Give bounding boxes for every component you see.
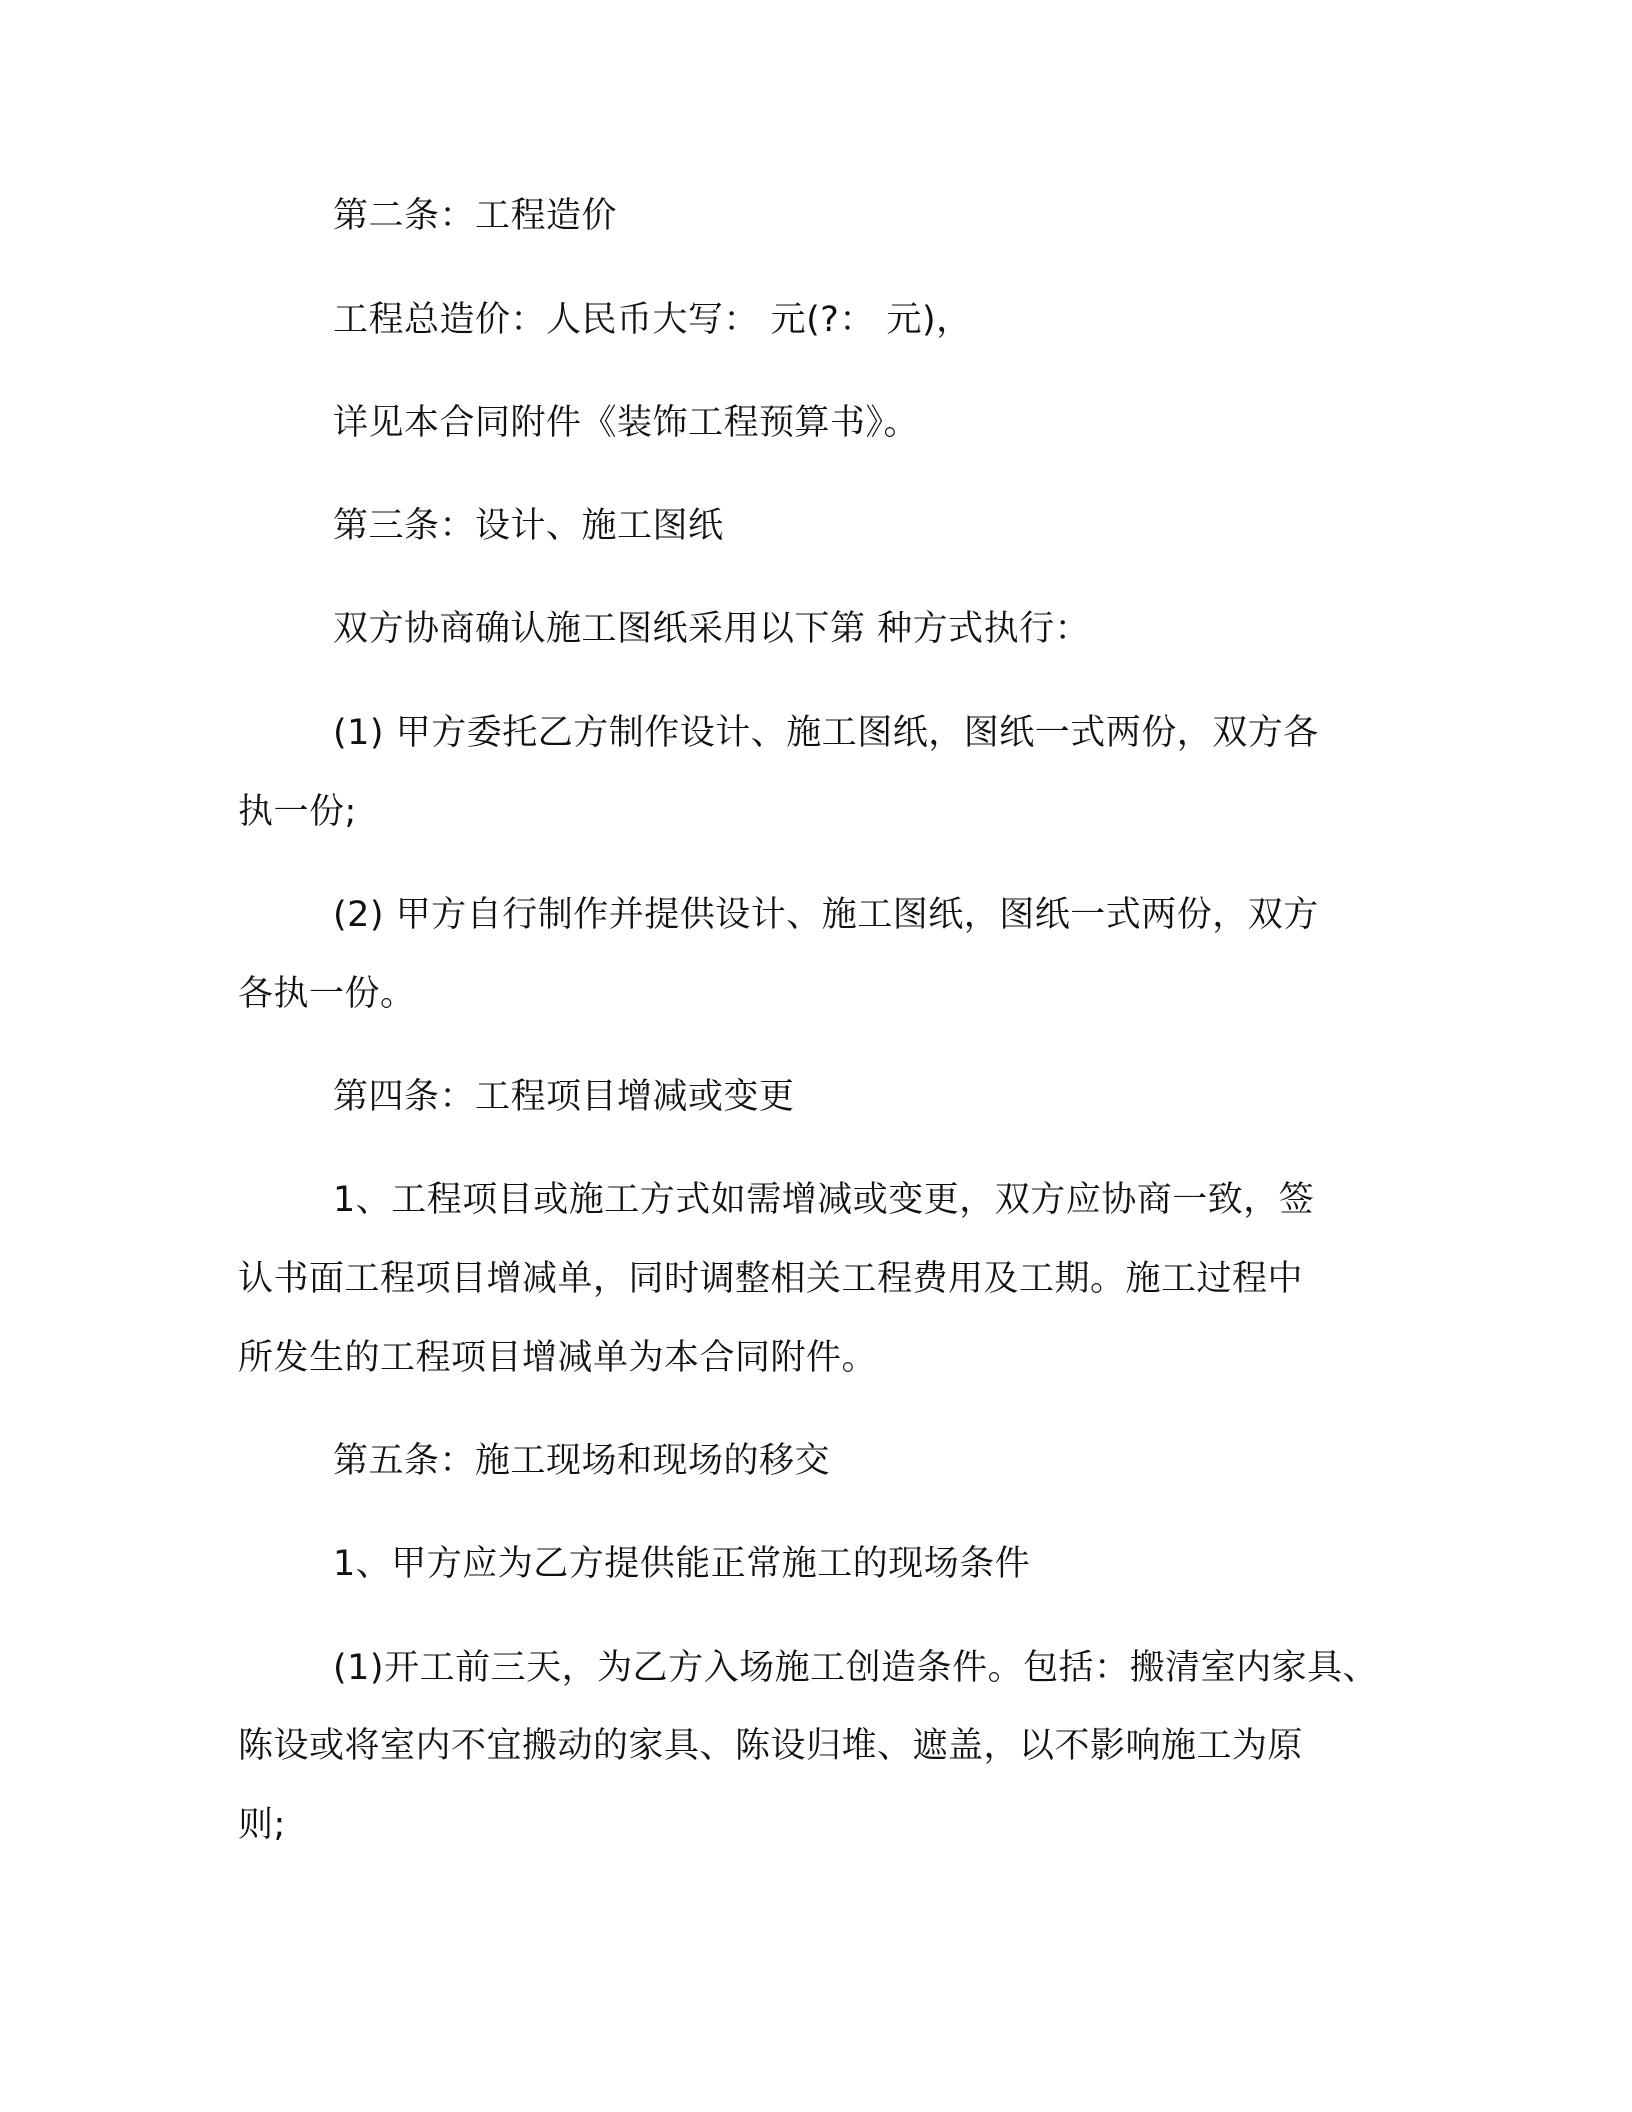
- article-4-heading: 第四条：工程项目增减或变更: [333, 1077, 795, 1117]
- article-2-heading: 第二条：工程造价: [333, 196, 618, 236]
- article-3-heading: 第三条：设计、施工图纸: [333, 506, 724, 546]
- option-1-line-2: 执一份;: [238, 792, 357, 832]
- article-5-sub-1-line-2: 陈设或将室内不宜搬动的家具、陈设归堆、遮盖，以不影响施工为原: [238, 1726, 1304, 1766]
- article-5-sub-1-line-1: (1)开工前三天，为乙方入场施工创造条件。包括：搬清室内家具、: [333, 1648, 1379, 1688]
- option-2-line-2: 各执一份。: [238, 974, 416, 1014]
- see-attachment-line: 详见本合同附件《装饰工程预算书》。: [333, 403, 920, 443]
- article-4-item-1-line-3: 所发生的工程项目增减单为本合同附件。: [238, 1338, 878, 1378]
- article-5-heading: 第五条：施工现场和现场的移交: [333, 1441, 831, 1481]
- article-5-item-1: 1、甲方应为乙方提供能正常施工的现场条件: [333, 1544, 1031, 1584]
- total-price-line: 工程总造价：人民币大写： 元(?： 元)，: [333, 300, 972, 340]
- option-1-line-1: (1) 甲方委托乙方制作设计、施工图纸，图纸一式两份，双方各: [333, 713, 1319, 753]
- article-3-intro: 双方协商确认施工图纸采用以下第 种方式执行：: [333, 609, 1091, 649]
- article-4-item-1-line-1: 1、工程项目或施工方式如需增减或变更，双方应协商一致，签: [333, 1180, 1315, 1220]
- article-4-item-1-line-2: 认书面工程项目增减单，同时调整相关工程费用及工期。施工过程中: [238, 1259, 1304, 1299]
- article-5-sub-1-line-3: 则;: [238, 1805, 286, 1845]
- option-2-line-1: (2) 甲方自行制作并提供设计、施工图纸，图纸一式两份，双方: [333, 895, 1319, 935]
